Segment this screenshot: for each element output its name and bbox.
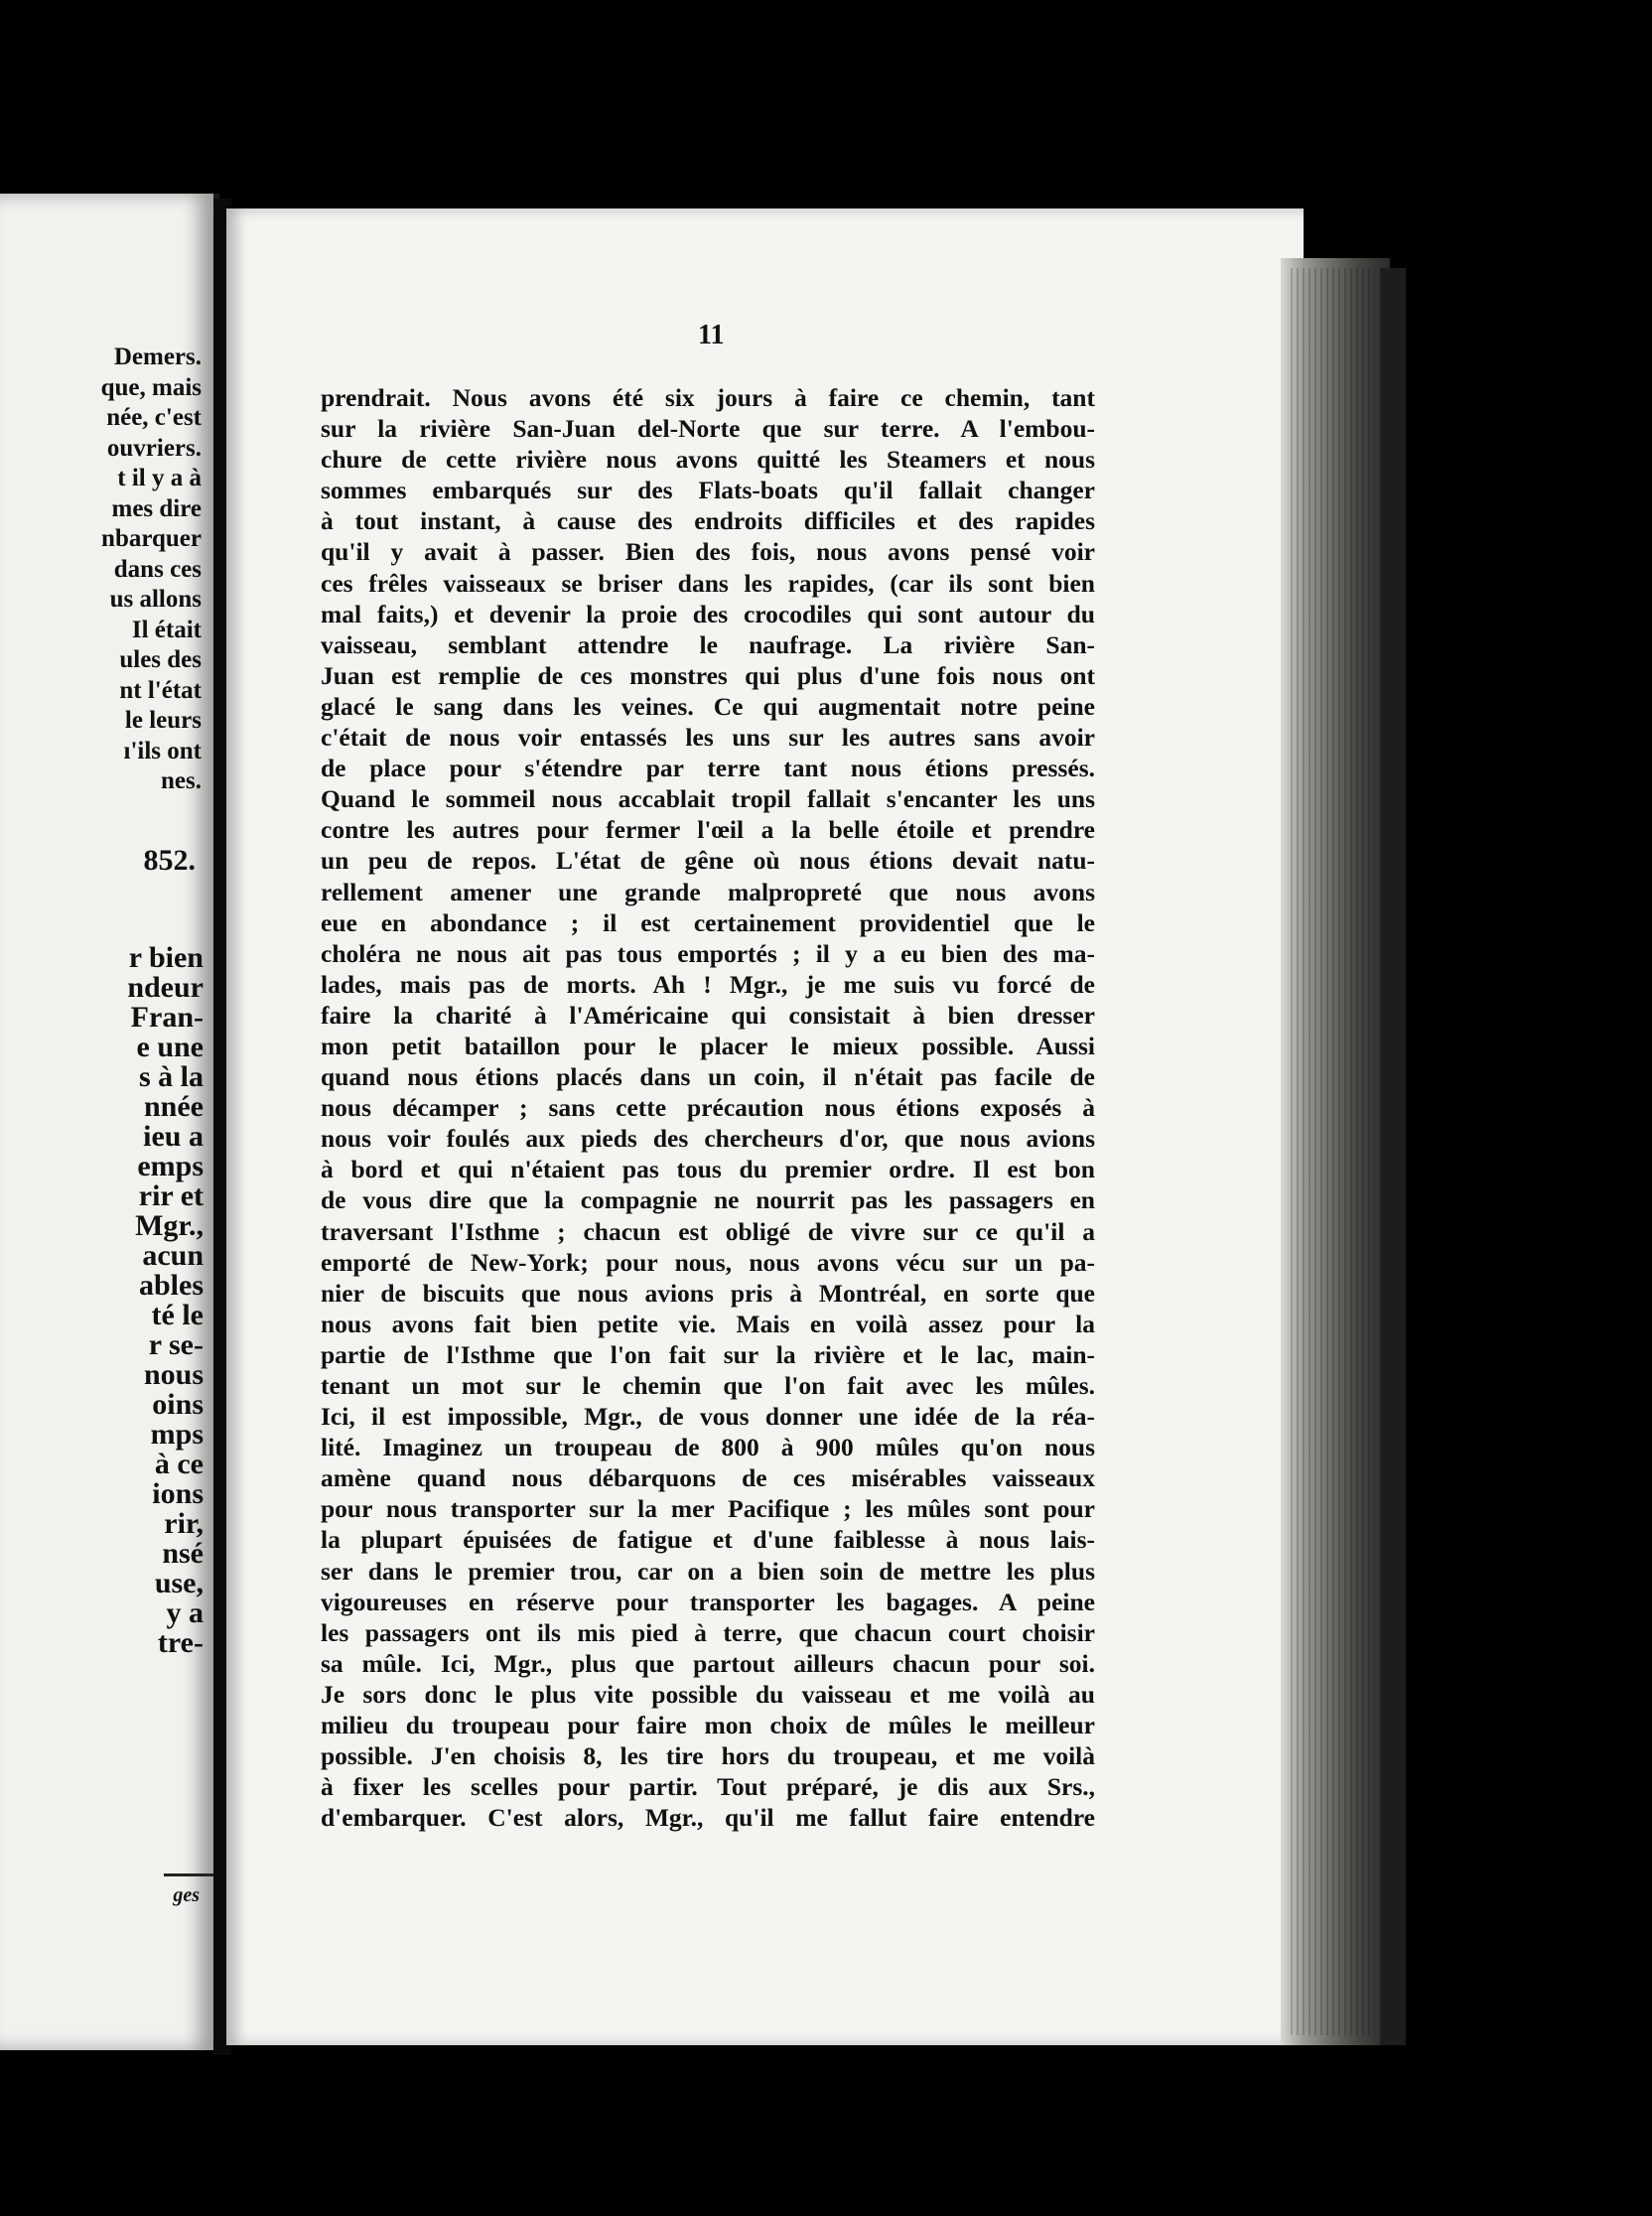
text-line: eue en abondance ; il est certainement providentiel que le: [321, 907, 1095, 937]
text-line: possible. J'en choisis 8, les tire hors du troupeau, et me voilà: [321, 1741, 1095, 1771]
left-page-line: née, c'est: [106, 404, 202, 431]
left-page-line: rir et: [138, 1179, 204, 1212]
text-line: chure de cette rivière nous avons quitté les Steamers et nous: [321, 445, 1095, 475]
left-page-line: Demers.: [113, 344, 202, 370]
left-page-line: à ce: [154, 1448, 204, 1480]
left-page-line: acun: [142, 1239, 204, 1272]
text-line: Quand le sommeil nous accablait tropil fallait s'encanter les uns: [321, 784, 1095, 814]
text-line: lades, mais pas de morts. Ah ! Mgr., je me suis vu forcé de: [321, 969, 1095, 999]
left-page-line: nous: [143, 1358, 204, 1391]
left-page-line: Il était: [131, 616, 202, 643]
text-line: de vous dire que la compagnie ne nourrit pas les passagers en: [321, 1185, 1095, 1215]
left-page-line: Fran-: [130, 1001, 204, 1034]
left-page-text-upper: [0, 343, 202, 797]
left-page-line: té le: [151, 1299, 204, 1331]
text-line: à fixer les scelles pour partir. Tout préparé, je dis aux Srs.,: [321, 1772, 1095, 1802]
left-page-line: ules des: [119, 646, 202, 673]
left-page-line: nes.: [161, 767, 202, 794]
left-page-line: oins: [152, 1388, 204, 1421]
text-line: à tout instant, à cause des endroits difficiles et des rapides: [321, 506, 1095, 536]
text-line: sur la rivière San-Juan del-Norte que sur terre. A l'embou-: [321, 414, 1095, 444]
text-line: sommes embarqués sur des Flats-boats qu'il fallait changer: [321, 476, 1095, 505]
text-line: tenant un mot sur le chemin que l'on fait avec les mûles.: [321, 1371, 1095, 1400]
text-line: un peu de repos. L'état de gêne où nous étions devait natu-: [321, 846, 1095, 876]
left-page-line: le leurs: [124, 707, 202, 734]
left-page-line: nnée: [144, 1090, 204, 1123]
left-page-line: ndeur: [127, 971, 204, 1004]
text-line: la plupart épuisées de fatigue et d'une faiblesse à nous lais-: [321, 1525, 1095, 1555]
left-page-text-lower: [127, 943, 204, 1658]
text-line: traversant l'Isthme ; chacun est obligé de vivre sur ce qu'il a: [321, 1216, 1095, 1246]
text-line: vigoureuses en réserve pour transporter les bagages. A peine: [321, 1587, 1095, 1616]
left-page-line: nsé: [162, 1537, 204, 1570]
left-page-line: r se-: [148, 1328, 204, 1361]
text-line: amène quand nous débarquons de ces misérables vaisseaux: [321, 1463, 1095, 1493]
left-page-line: emps: [137, 1150, 204, 1182]
text-line: Je sors donc le plus vite possible du vaisseau et me voilà au: [321, 1679, 1095, 1709]
left-page-line: que, mais: [100, 373, 202, 401]
left-page-line: nbarquer: [101, 525, 202, 552]
text-line: rellement amener une grande malpropreté que nous avons: [321, 877, 1095, 906]
text-line: quand nous étions placés dans un coin, il n'était pas facile de: [321, 1062, 1095, 1092]
text-line: pour nous transporter sur la mer Pacifique ; les mûles sont pour: [321, 1494, 1095, 1524]
left-page-line: ieu a: [143, 1120, 204, 1153]
text-line: milieu du troupeau pour faire mon choix de mûles le meilleur: [321, 1711, 1095, 1740]
text-line: mal faits,) et devenir la proie des crocodiles qui sont autour du: [321, 599, 1095, 628]
left-page-line: Mgr.,: [135, 1209, 204, 1242]
left-page-line: s à la: [138, 1060, 204, 1093]
left-page-line: ions: [152, 1477, 204, 1510]
text-line: ces frêles vaisseaux se briser dans les rapides, (car ils sont bien: [321, 568, 1095, 598]
text-line: d'embarquer. C'est alors, Mgr., qu'il me fallut faire entendre: [321, 1803, 1095, 1833]
body-text: [321, 382, 1095, 1833]
left-page-line: ables: [138, 1269, 204, 1302]
text-line: c'était de nous voir entassés les uns sur les autres sans avoir: [321, 723, 1095, 753]
text-line: mon petit bataillon pour le placer le mieux possible. Aussi: [321, 1031, 1095, 1060]
text-line: les passagers ont ils mis pied à terre, que chacun court choisir: [321, 1617, 1095, 1647]
text-line: ser dans le premier trou, car on a bien soin de mettre les plus: [321, 1556, 1095, 1586]
left-page-line: y a: [166, 1596, 204, 1629]
left-page-footnote-rule: [164, 1873, 213, 1876]
left-page-line: rir,: [164, 1507, 204, 1540]
text-line: Ici, il est impossible, Mgr., de vous donner une idée de la réa-: [321, 1402, 1095, 1432]
book-cover-edge: [1380, 268, 1406, 2045]
text-line: à bord et qui n'étaient pas tous du premier ordre. Il est bon: [321, 1155, 1095, 1184]
left-page-year-heading: 852.: [143, 844, 196, 877]
left-page-line: dans ces: [113, 555, 202, 583]
text-line: choléra ne nous ait pas tous emportés ; il y a eu bien des ma-: [321, 938, 1095, 968]
page-number: 11: [698, 320, 725, 350]
left-page-line: nt l'état: [119, 676, 202, 704]
text-line: nous avons fait bien petite vie. Mais en voilà assez pour la: [321, 1309, 1095, 1338]
left-page-line: ouvriers.: [106, 434, 202, 462]
text-line: vaisseau, semblant attendre le naufrage. La rivière San-: [321, 629, 1095, 659]
left-page-line: ı'ils ont: [123, 737, 202, 764]
text-line: nous décamper ; sans cette précaution nous étions exposés à: [321, 1093, 1095, 1123]
text-line: Juan est remplie de ces monstres qui plus d'une fois nous ont: [321, 660, 1095, 690]
left-page-line: mps: [150, 1418, 204, 1451]
left-page-line: mes dire: [111, 494, 202, 522]
text-line: lité. Imaginez un troupeau de 800 à 900 mûles qu'on nous: [321, 1433, 1095, 1462]
left-page-line: tre-: [157, 1626, 204, 1659]
text-line: emporté de New-York; pour nous, nous avons vécu sur un pa-: [321, 1247, 1095, 1277]
text-line: glacé le sang dans les veines. Ce qui augmentait notre peine: [321, 691, 1095, 721]
text-line: faire la charité à l'Américaine qui consistait à bien dresser: [321, 1000, 1095, 1030]
left-facing-page: [0, 194, 219, 2050]
left-page-line: us allons: [109, 586, 202, 613]
left-page-line: t il y a à: [117, 465, 202, 491]
left-page-footnote: ges: [173, 1884, 200, 1906]
page-edge-texture: [1291, 268, 1375, 2035]
left-page-line: use,: [154, 1567, 204, 1599]
text-line: partie de l'Isthme que l'on fait sur la rivière et le lac, main-: [321, 1339, 1095, 1369]
text-line: qu'il y avait à passer. Bien des fois, nous avons pensé voir: [321, 537, 1095, 567]
left-page-line: e une: [136, 1031, 204, 1063]
text-line: de place pour s'étendre par terre tant nous étions pressés.: [321, 754, 1095, 783]
text-line: prendrait. Nous avons été six jours à faire ce chemin, tant: [321, 383, 1095, 412]
text-line: contre les autres pour fermer l'œil a la belle étoile et prendre: [321, 815, 1095, 845]
text-line: nous voir foulés aux pieds des chercheurs d'or, que nous avions: [321, 1124, 1095, 1154]
text-line: nier de biscuits que nous avions pris à Montréal, en sorte que: [321, 1278, 1095, 1308]
left-page-line: r bien: [128, 941, 204, 974]
main-page: [226, 208, 1304, 2045]
text-line: sa mûle. Ici, Mgr., plus que partout ailleurs chacun pour soi.: [321, 1648, 1095, 1678]
